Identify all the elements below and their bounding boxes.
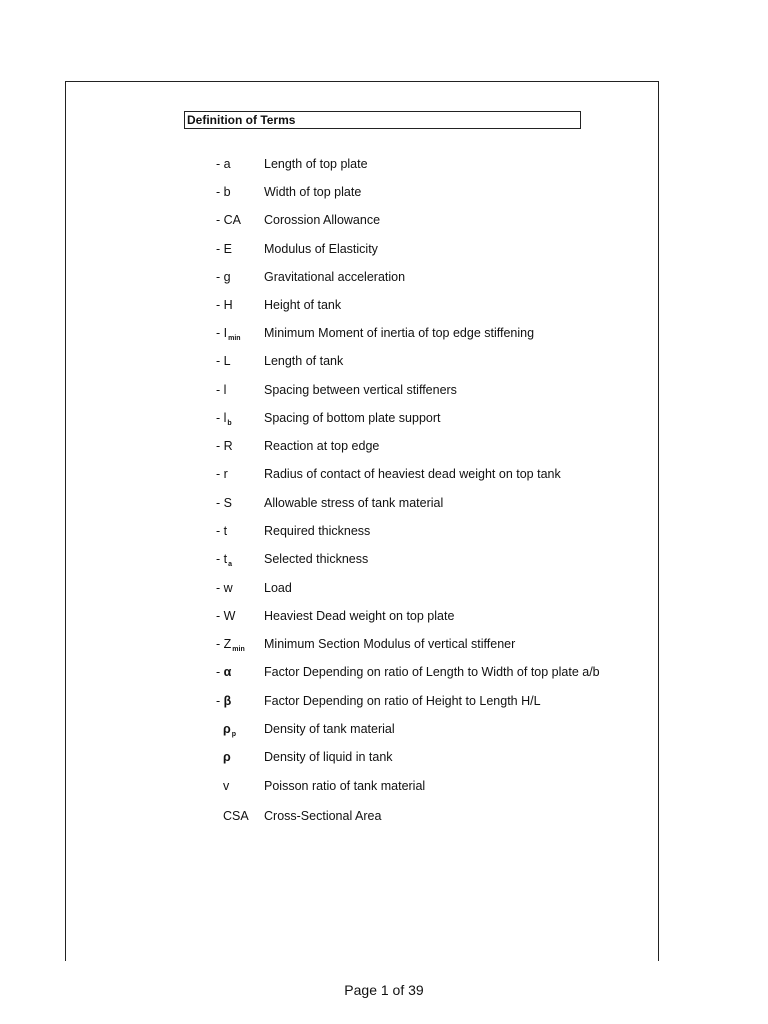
term-definition: Allowable stress of tank material — [264, 496, 444, 510]
term-definition: Modulus of Elasticity — [264, 242, 378, 256]
term-row — [0, 550, 768, 572]
term-symbol: - $I_{min}$ — [216, 326, 241, 342]
term-row — [0, 352, 768, 374]
term-definition: Minimum Section Modulus of vertical stiffener — [264, 637, 516, 651]
term-row — [0, 437, 768, 459]
term-definition: Gravitational acceleration — [264, 270, 406, 284]
term-row — [0, 155, 768, 177]
term-definition: Spacing between vertical stiffeners — [264, 383, 457, 397]
term-definition: Length of top plate — [264, 157, 368, 171]
term-row — [0, 465, 768, 487]
term-row — [0, 211, 768, 233]
term-definition: Cross-Sectional Area — [264, 809, 382, 823]
term-symbol: ρ — [223, 750, 231, 764]
term-symbol: - b — [216, 185, 231, 199]
term-row — [0, 663, 768, 685]
term-symbol: - α — [216, 665, 232, 679]
term-definition: Minimum Moment of inertia of top edge stiffening — [264, 326, 535, 340]
term-symbol: v — [223, 779, 230, 793]
term-row — [0, 183, 768, 205]
term-symbol: - w — [216, 581, 233, 595]
term-row — [0, 692, 768, 714]
term-row — [0, 579, 768, 601]
term-symbol: - t — [216, 524, 228, 538]
term-definition: Corossion Allowance — [264, 213, 381, 227]
term-symbol: - W — [216, 609, 236, 623]
term-definition: Radius of contact of heaviest dead weight on top tank — [264, 467, 561, 481]
term-symbol: - CA — [216, 213, 242, 227]
term-row — [0, 494, 768, 516]
term-symbol: - l — [216, 383, 227, 397]
term-symbol: - $Z_{min}$ — [216, 637, 245, 653]
term-definition: Required thickness — [264, 524, 371, 538]
term-row — [0, 268, 768, 290]
term-definition: Poisson ratio of tank material — [264, 779, 426, 793]
term-symbol: - r — [216, 467, 228, 481]
term-symbol: - R — [216, 439, 233, 453]
term-row — [0, 240, 768, 262]
term-row — [0, 296, 768, 318]
term-symbol: - g — [216, 270, 231, 284]
page-number: Page 1 of 39 — [344, 982, 424, 998]
term-definition: Load — [264, 581, 292, 595]
section-title: Definition of Terms — [184, 111, 581, 129]
term-definition: Selected thickness — [264, 552, 369, 566]
term-row — [0, 635, 768, 657]
term-definition: Factor Depending on ratio of Length to Width of top plate a/b — [264, 665, 600, 679]
term-row — [0, 807, 768, 829]
term-symbol: - a — [216, 157, 231, 171]
term-symbol: - H — [216, 298, 233, 312]
term-symbol: CSA — [223, 809, 249, 823]
term-row — [0, 607, 768, 629]
term-symbol: - $t_a$ — [216, 552, 233, 568]
term-symbol: - β — [216, 694, 232, 708]
term-definition: Length of tank — [264, 354, 344, 368]
term-symbol: $\rho_p$ — [223, 722, 237, 738]
term-definition: Spacing of bottom plate support — [264, 411, 441, 425]
term-symbol: - L — [216, 354, 231, 368]
term-definition: Height of tank — [264, 298, 342, 312]
term-row — [0, 777, 768, 799]
term-definition: Heaviest Dead weight on top plate — [264, 609, 455, 623]
term-row — [0, 381, 768, 403]
term-definition: Factor Depending on ratio of Height to Length H/L — [264, 694, 541, 708]
term-row — [0, 324, 768, 346]
term-definition: Density of tank material — [264, 722, 395, 736]
term-row — [0, 720, 768, 742]
term-row — [0, 522, 768, 544]
term-definition: Width of top plate — [264, 185, 362, 199]
term-definition: Density of liquid in tank — [264, 750, 393, 764]
term-symbol: - E — [216, 242, 232, 256]
term-row — [0, 748, 768, 770]
term-row — [0, 409, 768, 431]
term-definition: Reaction at top edge — [264, 439, 380, 453]
term-symbol: - $l_b$ — [216, 411, 232, 427]
term-symbol: - S — [216, 496, 232, 510]
